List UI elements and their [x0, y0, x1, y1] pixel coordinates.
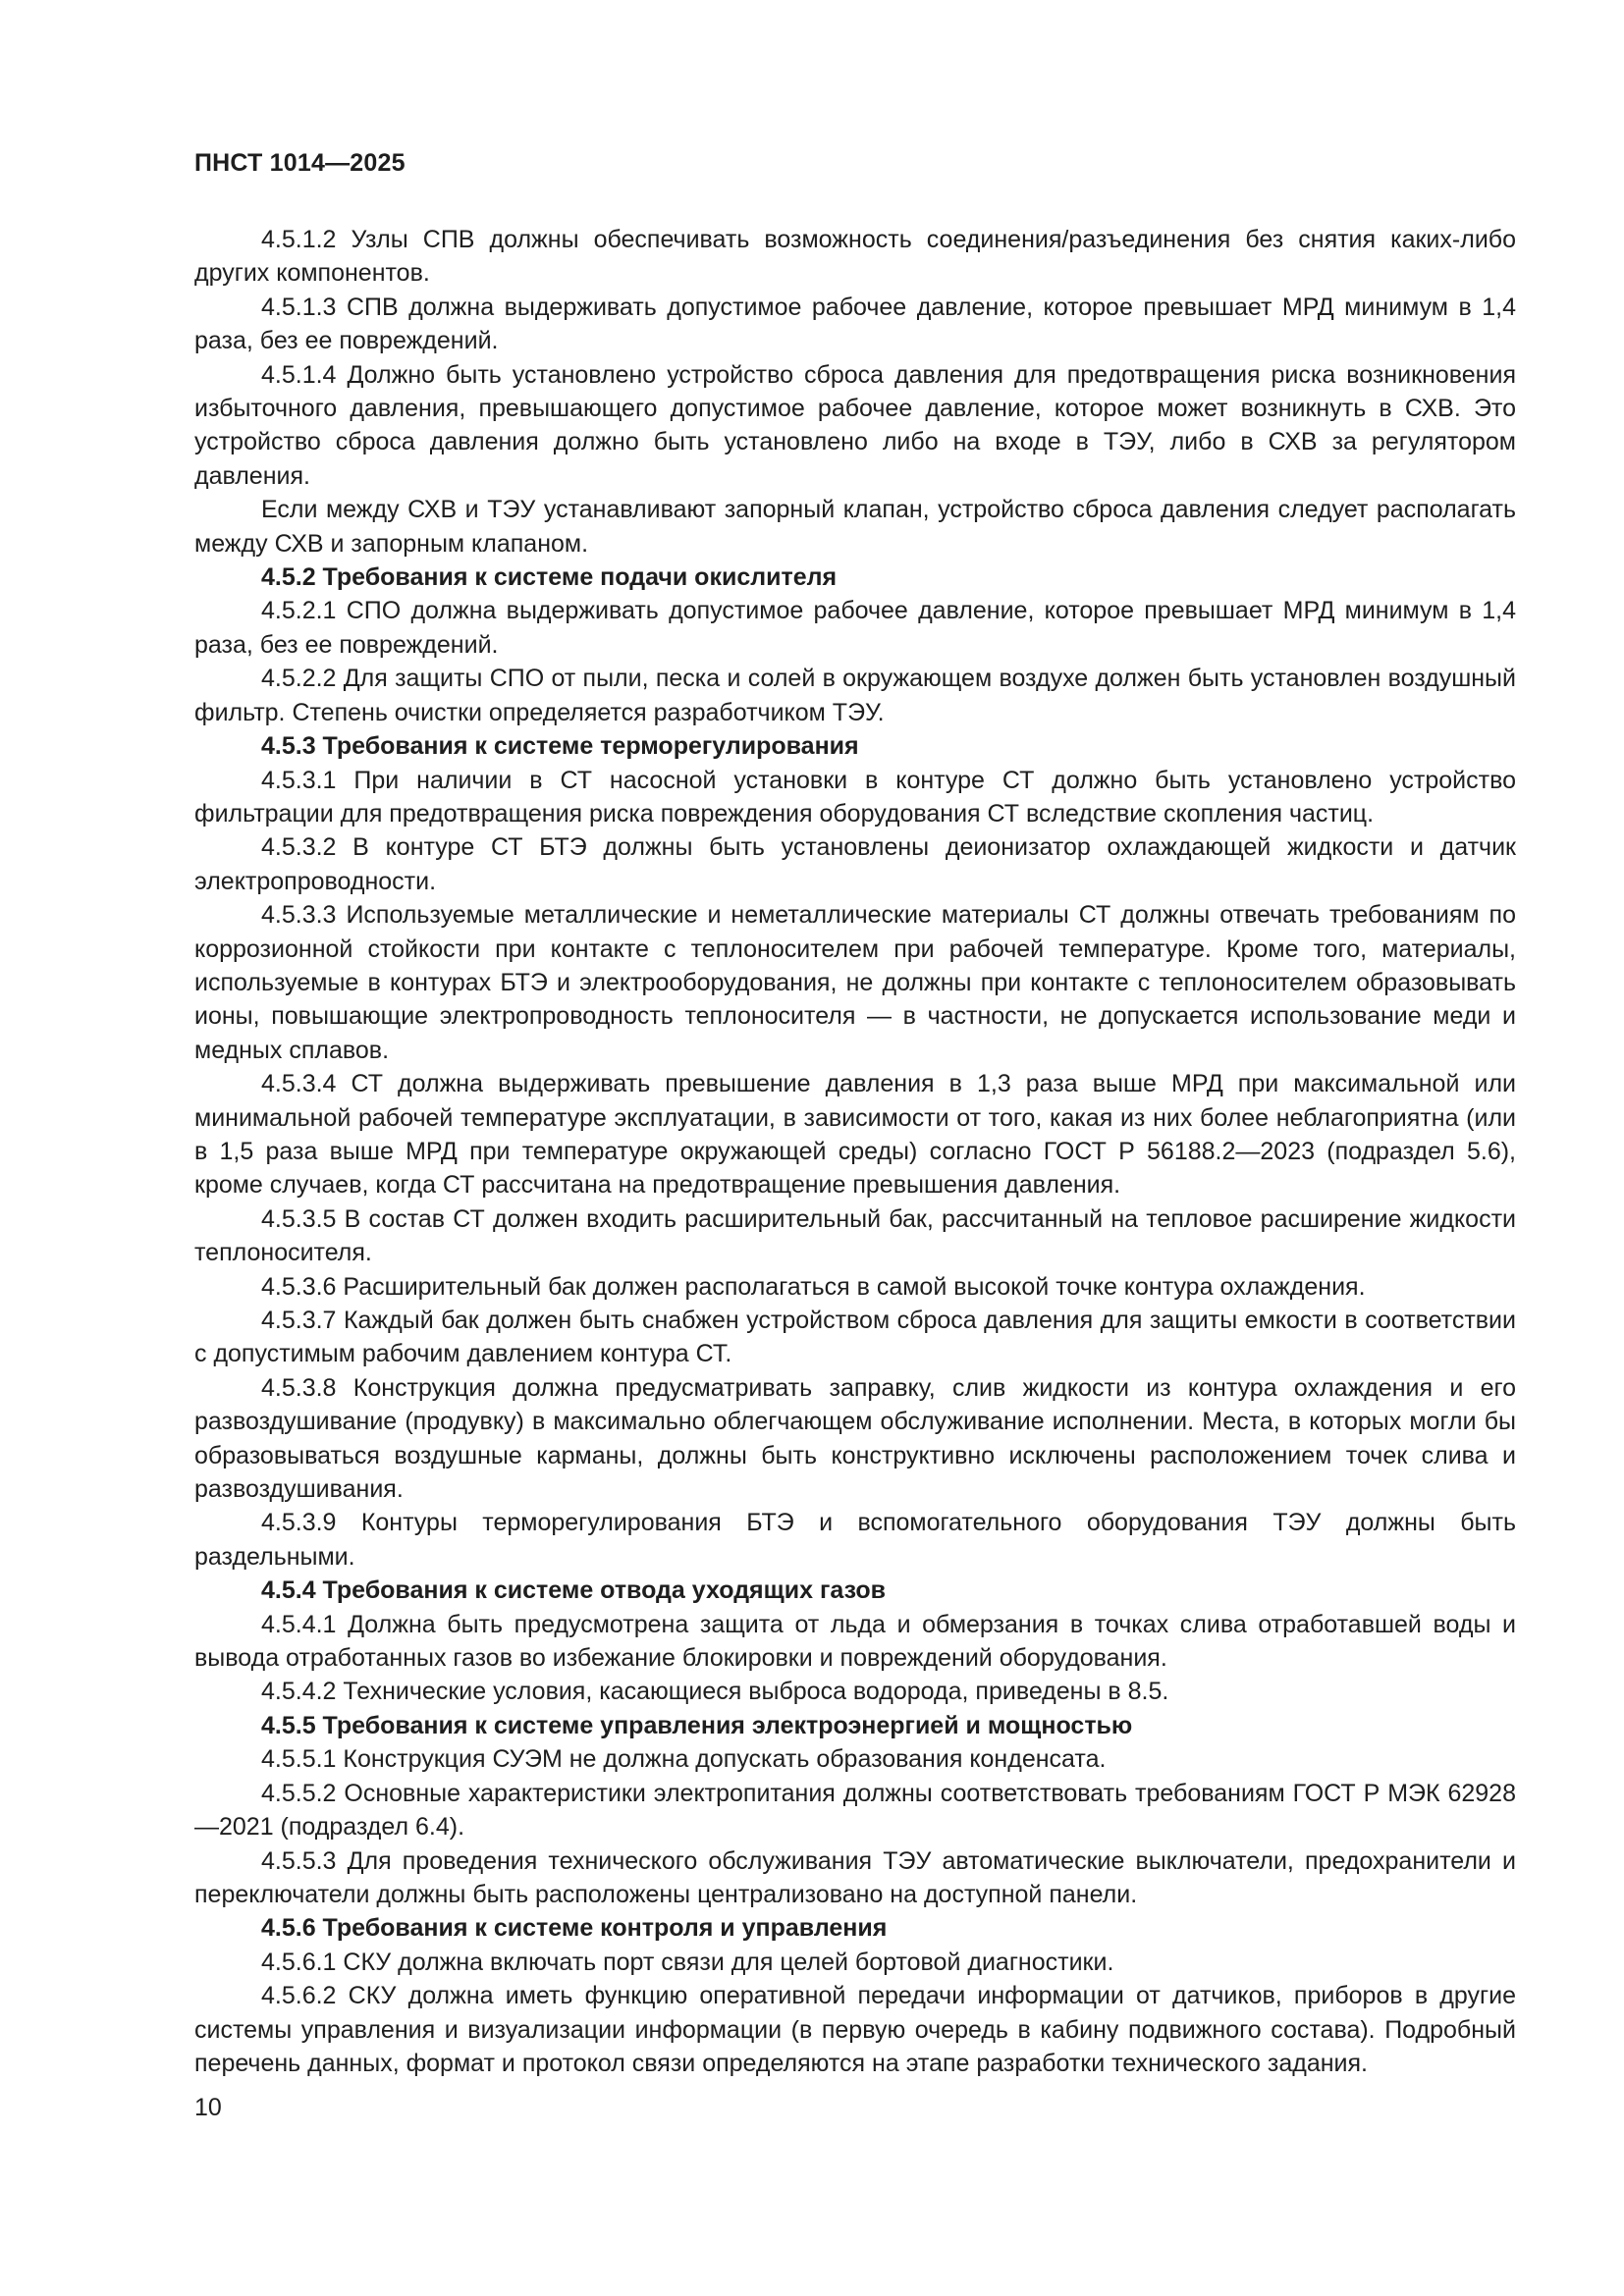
- paragraph-4-5-6-1: 4.5.6.1 СКУ должна включать порт связи для целей бортовой диагностики.: [261, 1948, 1114, 1976]
- paragraph-4-5-3-6: 4.5.3.6 Расширительный бак должен располагаться в самой высокой точке контура охлаждения.: [261, 1272, 1366, 1301]
- section-heading-4-5-6: 4.5.6 Требования к системе контроля и управления: [261, 1914, 888, 1943]
- paragraph-4-5-2-1: 4.5.2.1 СПО должна выдерживать допустимое рабочее давление, которое превышает МРД минимум в 1,4 раза, без ее повреждений.: [194, 597, 1516, 659]
- paragraph-4-5-1-2: 4.5.1.2 Узлы СПВ должны обеспечивать возможность соединения/разъединения без снятия каких-либо других компонентов.: [194, 226, 1516, 288]
- page-number: 10: [194, 2094, 222, 2121]
- paragraph-4-5-6-2: 4.5.6.2 СКУ должна иметь функцию оперативной передачи информации от датчиков, приборов в другие системы управления и визуализации информации (в первую очередь в кабину подвижного состава). Подробный перечень данных, формат и протокол связи определяются на этапе разработки технического задания.: [194, 1982, 1516, 2077]
- paragraph-4-5-4-2: 4.5.4.2 Технические условия, касающиеся выброса водорода, приведены в 8.5.: [261, 1678, 1169, 1706]
- paragraph-shutoff-valve: Если между СХВ и ТЭУ устанавливают запорный клапан, устройство сброса давления следует располагать между СХВ и запорным клапаном.: [194, 496, 1516, 558]
- paragraph-4-5-5-3: 4.5.5.3 Для проведения технического обслуживания ТЭУ автоматические выключатели, предохранители и переключатели должны быть расположены централизовано на доступной панели.: [194, 1846, 1516, 1908]
- paragraph-4-5-1-4: 4.5.1.4 Должно быть установлено устройство сброса давления для предотвращения риска возникновения избыточного давления, превышающего допустимое рабочее давление, которое может возникнуть в СХВ. Это устройство сброса давления должно быть установлено либо на входе в ТЭУ, либо в СХВ за регулятором давления.: [194, 360, 1516, 490]
- section-heading-4-5-2: 4.5.2 Требования к системе подачи окислителя: [261, 563, 838, 592]
- paragraph-4-5-3-2: 4.5.3.2 В контуре СТ БТЭ должны быть установлены деионизатор охлаждающей жидкости и датчик электропроводности.: [194, 833, 1516, 895]
- paragraph-4-5-3-8: 4.5.3.8 Конструкция должна предусматривать заправку, слив жидкости из контура охлаждения и его развоздушивание (продувку) в максимально облегчающем обслуживание исполнении. Места, в которых могли бы образовываться воздушные карманы, должны быть конструктивно исключены расположением точек слива и развоздушивания.: [194, 1373, 1516, 1504]
- paragraph-4-5-3-5: 4.5.3.5 В состав СТ должен входить расширительный бак, рассчитанный на тепловое расширение жидкости теплоносителя.: [194, 1204, 1516, 1267]
- paragraph-4-5-3-3: 4.5.3.3 Используемые металлические и неметаллические материалы СТ должны отвечать требованиям по коррозионной стойкости при контакте с теплоносителем при рабочей температуре. Кроме того, материалы, используемые в контурах БТЭ и электрооборудования, не должны при контакте с теплоносителем образовывать ионы, повышающие электропроводность теплоносителя — в частности, не допускается использование меди и медных сплавов.: [194, 901, 1516, 1064]
- paragraph-4-5-2-2: 4.5.2.2 Для защиты СПО от пыли, песка и солей в окружающем воздухе должен быть установлен воздушный фильтр. Степень очистки определяется разработчиком ТЭУ.: [194, 665, 1516, 726]
- paragraph-4-5-3-9: 4.5.3.9 Контуры терморегулирования БТЭ и вспомогательного оборудования ТЭУ должны быть раздельными.: [194, 1509, 1516, 1571]
- document-code-header: ПНСТ 1014—2025: [194, 149, 406, 177]
- paragraph-4-5-3-1: 4.5.3.1 При наличии в СТ насосной установки в контуре СТ должно быть установлено устройство фильтрации для предотвращения риска повреждения оборудования СТ вследствие скопления частиц.: [194, 766, 1516, 828]
- paragraph-4-5-1-3: 4.5.1.3 СПВ должна выдерживать допустимое рабочее давление, которое превышает МРД минимум в 1,4 раза, без ее повреждений.: [194, 293, 1516, 355]
- section-heading-4-5-3: 4.5.3 Требования к системе терморегулирования: [261, 732, 859, 761]
- paragraph-4-5-3-4: 4.5.3.4 СТ должна выдерживать превышение давления в 1,3 раза выше МРД при максимальной или минимальной рабочей температуре эксплуатации, в зависимости от того, какая из них более неблагоприятна (или в 1,5 раза выше МРД при температуре окружающей среды) согласно ГОСТ Р 56188.2—2023 (подраздел 5.6), кроме случаев, когда СТ рассчитана на предотвращение превышения давления.: [194, 1070, 1516, 1200]
- section-heading-4-5-4: 4.5.4 Требования к системе отвода уходящих газов: [261, 1576, 887, 1605]
- section-heading-4-5-5: 4.5.5 Требования к системе управления электроэнергией и мощностью: [261, 1711, 1133, 1739]
- paragraph-4-5-3-7: 4.5.3.7 Каждый бак должен быть снабжен устройством сброса давления для защиты емкости в соответствии с допустимым рабочим давлением контура СТ.: [194, 1307, 1516, 1368]
- paragraph-4-5-5-2: 4.5.5.2 Основные характеристики электропитания должны соответствовать требованиям ГОСТ Р МЭК 62928—2021 (подраздел 6.4).: [194, 1779, 1516, 1842]
- document-body: [194, 223, 1516, 2080]
- paragraph-4-5-5-1: 4.5.5.1 Конструкция СУЭМ не должна допускать образования конденсата.: [261, 1745, 1107, 1774]
- paragraph-4-5-4-1: 4.5.4.1 Должна быть предусмотрена защита от льда и обмерзания в точках слива отработавшей воды и вывода отработанных газов во избежание блокировки и повреждений оборудования.: [194, 1610, 1516, 1673]
